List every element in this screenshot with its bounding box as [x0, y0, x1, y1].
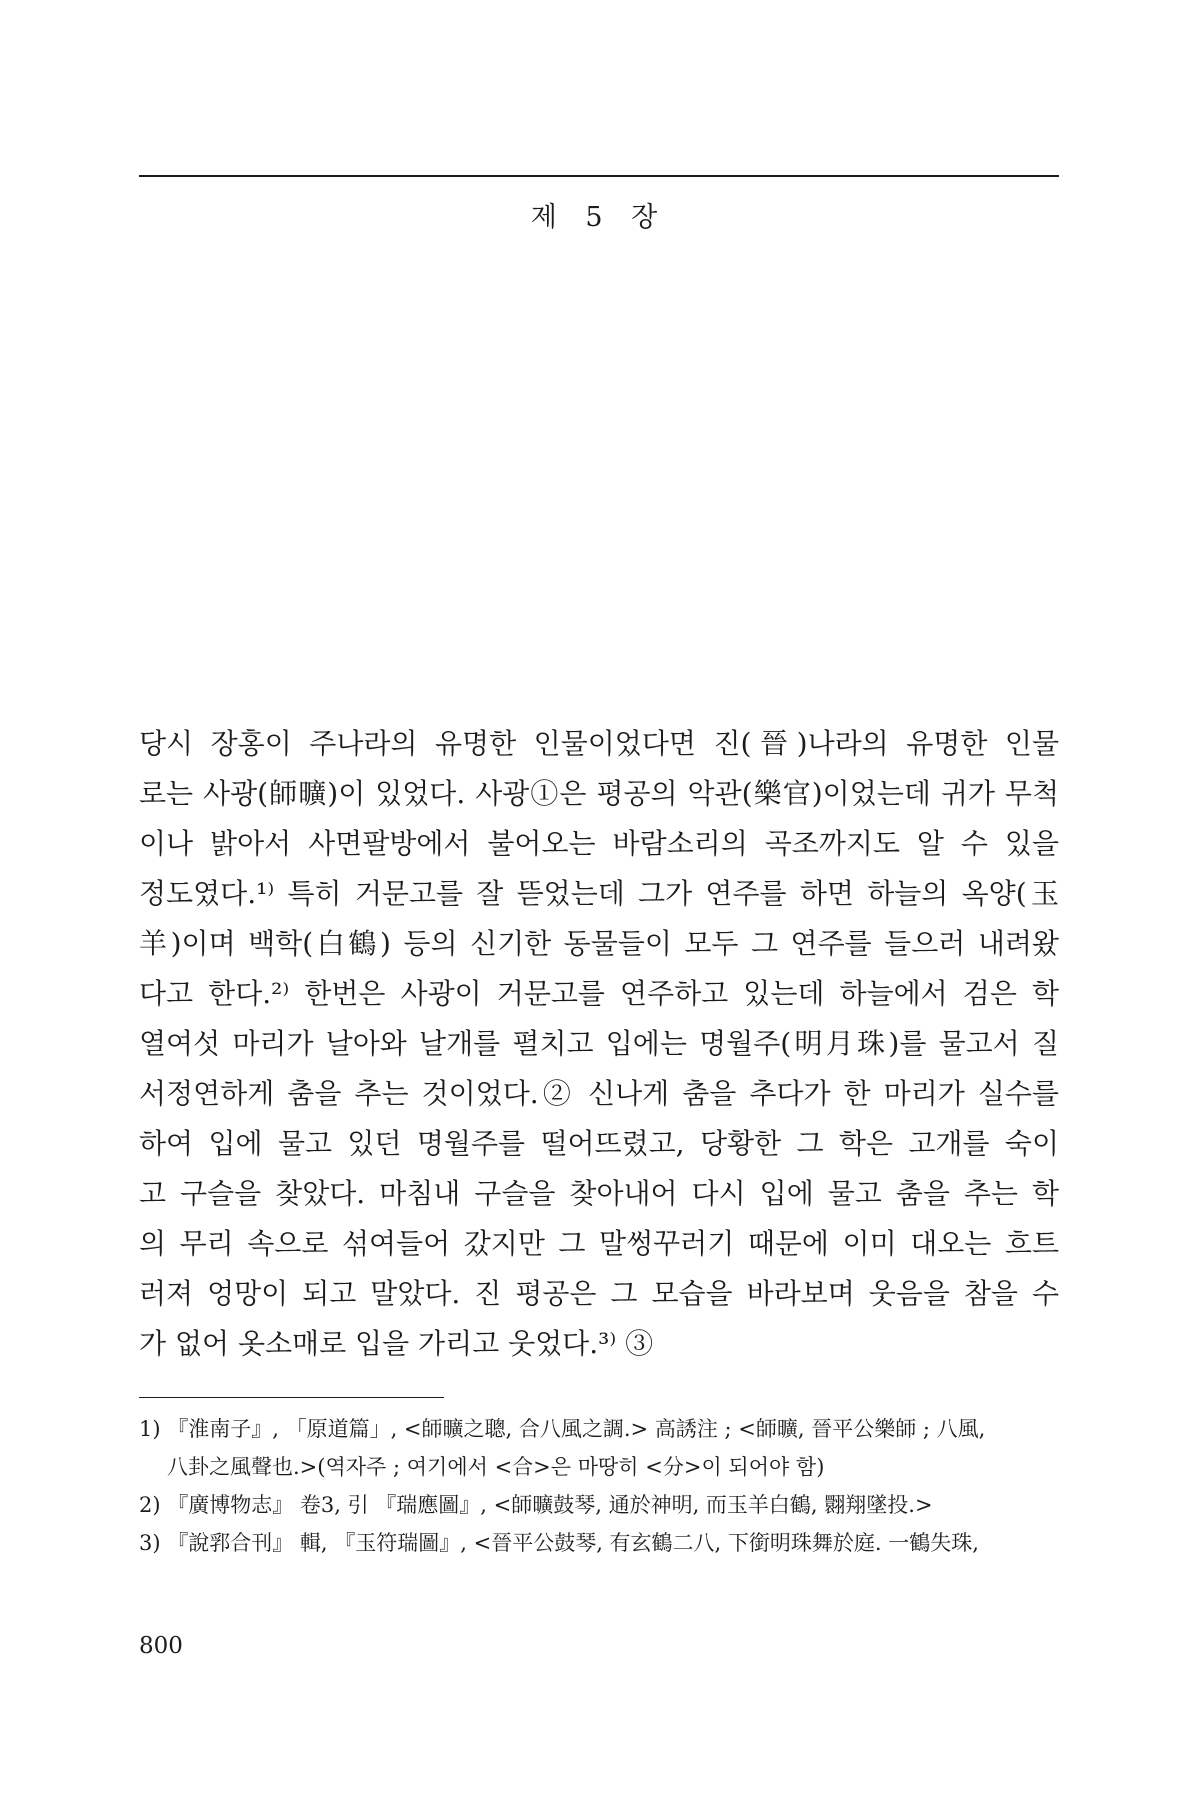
footnote-1: 1) 『淮南子』, 「原道篇」, <師曠之聰, 合八風之調.> 高誘注 ; <師曠, 晉平公樂師 ; 八風,: [139, 1417, 986, 1441]
body-text: [139, 719, 1059, 1369]
body-line: 서정연하게 춤을 추는 것이었다.② 신나게 춤을 추다가 한 마리가 실수를: [139, 1077, 1059, 1110]
body-line: 고 구슬을 찾았다. 마침내 구슬을 찾아내어 다시 입에 물고 춤을 추는 학: [139, 1177, 1059, 1210]
body-line: 로는 사광(師曠)이 있었다. 사광①은 평공의 악관(樂官)이었는데 귀가 무척: [139, 777, 1059, 810]
chapter-header-rule: [139, 175, 1059, 177]
footnote-1-continuation: 八卦之風聲也.>(역자주 ; 여기에서 <合>은 마땅히 <分>이 되어야 함): [167, 1455, 825, 1479]
chapter-title: 제 5 장: [530, 202, 668, 233]
body-line: 하여 입에 물고 있던 명월주를 떨어뜨렸고, 당황한 그 학은 고개를 숙이: [139, 1127, 1059, 1160]
body-line: 다고 한다.²⁾ 한번은 사광이 거문고를 연주하고 있는데 하늘에서 검은 학: [139, 977, 1059, 1010]
footnote-separator: [139, 1397, 444, 1398]
body-line: 열여섯 마리가 날아와 날개를 펼치고 입에는 명월주(明月珠)를 물고서 질: [139, 1027, 1059, 1060]
footnote-2: 2) 『廣博物志』 卷3, 引 『瑞應圖』, <師曠鼓琴, 通於神明, 而玉羊白鶴, 翾翔墜投.>: [139, 1493, 933, 1517]
body-line: 당시 장홍이 주나라의 유명한 인물이었다면 진(晉)나라의 유명한 인물: [139, 727, 1059, 760]
body-line: 러져 엉망이 되고 말았다. 진 평공은 그 모습을 바라보며 웃음을 참을 수: [139, 1277, 1059, 1310]
page-number: 800: [139, 1633, 183, 1659]
body-line: 정도였다.¹⁾ 특히 거문고를 잘 뜯었는데 그가 연주를 하면 하늘의 옥양(玉: [139, 877, 1059, 910]
body-line: 羊)이며 백학(白鶴) 등의 신기한 동물들이 모두 그 연주를 들으러 내려왔: [139, 927, 1059, 960]
footnotes: [139, 1410, 1079, 1562]
body-line: 가 없어 옷소매로 입을 가리고 웃었다.³⁾ ③: [139, 1327, 654, 1360]
body-line: 의 무리 속으로 섞여들어 갔지만 그 말썽꾸러기 때문에 이미 대오는 흐트: [139, 1227, 1059, 1260]
footnote-3: 3) 『說郛合刊』 輯, 『玉符瑞圖』, <晉平公鼓琴, 有玄鶴二八, 下銜明珠舞於庭. 一鶴失珠,: [139, 1531, 979, 1555]
body-line: 이나 밝아서 사면팔방에서 불어오는 바람소리의 곡조까지도 알 수 있을: [139, 827, 1059, 860]
